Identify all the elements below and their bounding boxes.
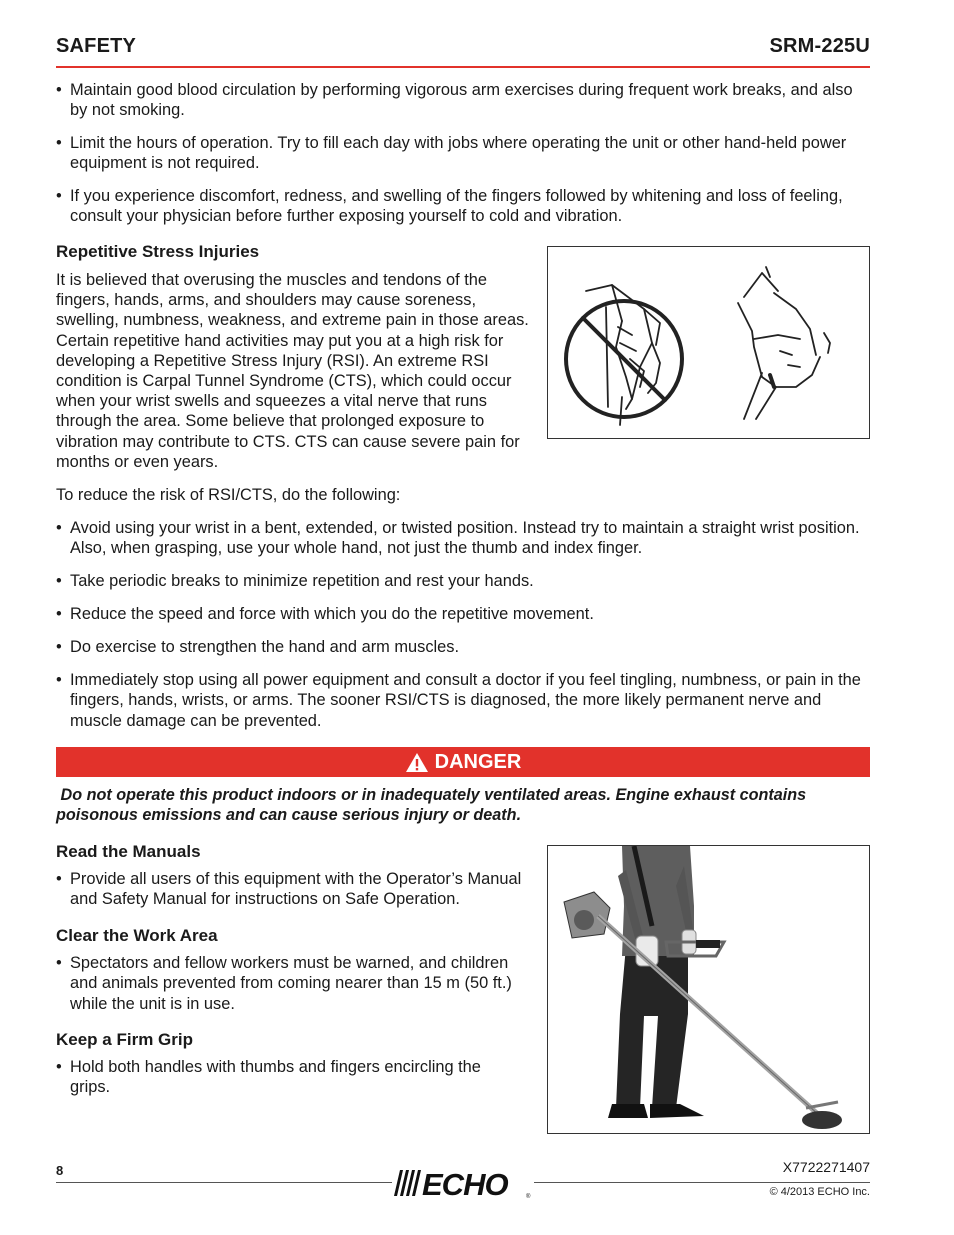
bullet-dot: • [56, 605, 62, 623]
danger-label: DANGER [434, 750, 522, 773]
rsi-body: It is believed that overusing the muscles and tendons of the fingers, hands, arms, and shoulders may cause soreness, swelling, numbness, weakness, and extreme pain in those areas. Certain repetitive hand activities may put you at a high risk for developing a Repetitive Stress Injury (RSI). An extreme RSI condition is Carpal Tunnel Syndrome (CTS), which could occur when your wrist swells and squeezes a vital nerve that runs through the area. Some believe that prolonged exposure to vibration may contribute to CTS. CTS can cause severe pain for months or even years. [56, 271, 529, 471]
bullet-dot: • [56, 1058, 62, 1076]
list-item: • Maintain good blood circulation by performing vigorous arm exercises during frequent work breaks, and also by not smoking. [56, 81, 853, 120]
section-title: SAFETY [56, 35, 137, 57]
svg-text:ECHO: ECHO [422, 1167, 508, 1200]
rsi-heading: Repetitive Stress Injuries [56, 242, 260, 261]
list-item: • Immediately stop using all power equipment and consult a doctor if you feel tingling, numbness, or pain in the fingers, hands, wrists, or arms. The sooner RSI/CTS is diagnosed, the more likely permanent nerve and muscle damage can be prevented. [56, 671, 861, 730]
list-item: • Avoid using your wrist in a bent, extended, or twisted position. Instead try to maintain a straight wrist position. Also, when grasping, use your whole hand, not just the thumb and index finger. [56, 519, 860, 558]
grip-heading: Keep a Firm Grip [56, 1030, 193, 1049]
list-item: • Provide all users of this equipment with the Operator’s Manual and Safety Manual for instructions on Safe Operation. [56, 870, 522, 909]
list-item: • If you experience discomfort, redness, and swelling of the fingers followed by whitening and loss of feeling, consult your physician before further exposing yourself to cold and vibration. [56, 187, 843, 226]
bullet-dot: • [56, 134, 62, 152]
danger-message: Do not operate this product indoors or in inadequately ventilated areas. Engine exhaust contains poisonous emissions and can cause serious injury or death. [56, 786, 807, 824]
bullet-dot: • [56, 187, 62, 205]
bullet-dot: • [56, 638, 62, 656]
bullet-dot: • [56, 870, 62, 888]
manuals-heading: Read the Manuals [56, 842, 201, 861]
work-area-heading: Clear the Work Area [56, 926, 218, 945]
warning-triangle-icon [405, 752, 429, 773]
operator-illustration [548, 846, 869, 1133]
list-item: • Take periodic breaks to minimize repetition and rest your hands. [56, 572, 534, 590]
echo-logo [392, 1166, 534, 1200]
bullet-dot: • [56, 519, 62, 537]
list-item: • Do exercise to strengthen the hand and arm muscles. [56, 638, 460, 656]
page-header [56, 32, 870, 66]
header-rule [56, 66, 870, 68]
list-item: • Reduce the speed and force with which you do the repetitive movement. [56, 605, 594, 623]
document-number: X7722271407 [782, 1159, 870, 1175]
bullet-dot: • [56, 81, 62, 99]
wrist-position-figure [547, 246, 870, 439]
bullet-dot: • [56, 572, 62, 590]
operator-photo [547, 845, 870, 1134]
page-number: 8 [56, 1163, 64, 1178]
copyright-notice: © 4/2013 ECHO Inc. [769, 1186, 870, 1198]
echo-logo-mark [392, 1166, 534, 1200]
list-item: • Limit the hours of operation. Try to fill each day with jobs where operating the unit or other hand-held power equipment is not required. [56, 134, 847, 173]
list-item: • Hold both handles with thumbs and fingers encircling the grips. [56, 1058, 481, 1097]
bullet-dot: • [56, 954, 62, 972]
model-number: SRM-225U [769, 35, 870, 57]
list-item: • Spectators and fellow workers must be warned, and children and animals prevented from coming nearer than 15 m (50 ft.) while the unit is in use. [56, 954, 512, 1013]
danger-banner [56, 747, 870, 777]
rsi-reduce-intro: To reduce the risk of RSI/CTS, do the following: [56, 486, 401, 504]
bullet-dot: • [56, 671, 62, 689]
svg-text:®: ® [526, 1194, 531, 1200]
wrist-illustration [548, 247, 869, 438]
